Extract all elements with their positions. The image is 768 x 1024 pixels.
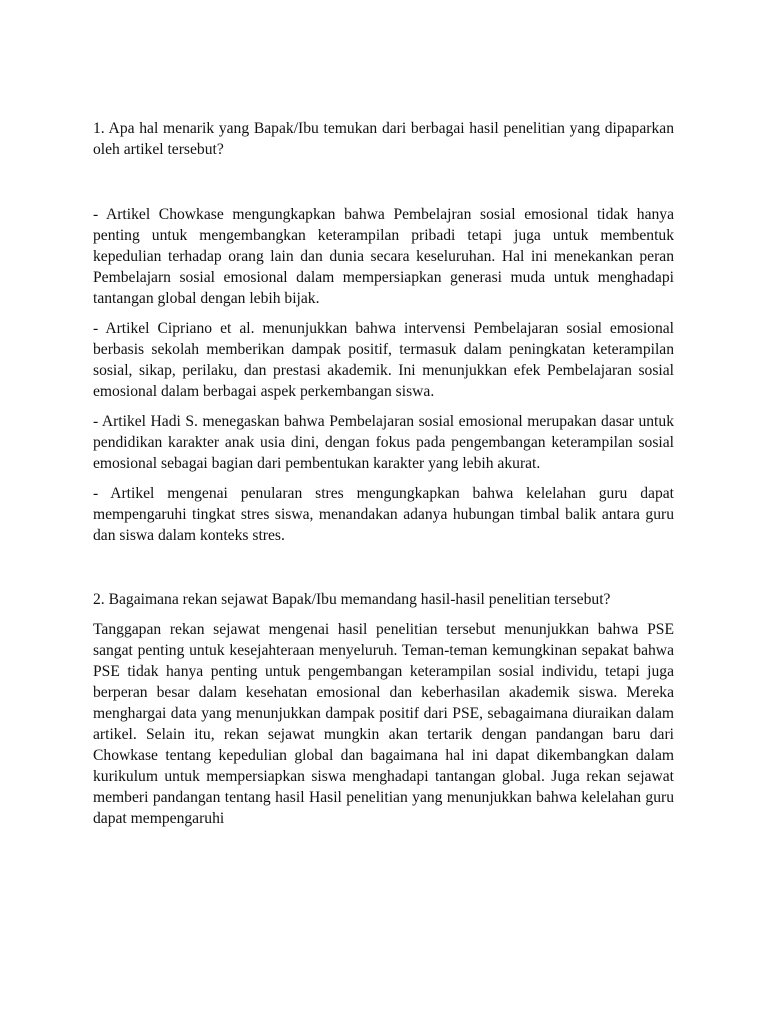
- answer-chowkase: - Artikel Chowkase mengungkapkan bahwa Pembelajran sosial emosional tidak hanya penting untuk mengembangkan keterampilan pribadi tetapi juga untuk membentuk kepedulian terhadap orang lain dan dunia secara keseluruhan. Hal ini menekankan peran Pembelajarn sosial emosional dalam mempersiapkan generasi muda untuk menghadapi tantangan global dengan lebih bijak.: [93, 206, 674, 307]
- answer-stress-contagion: - Artikel mengenai penularan stres mengungkapkan bahwa kelelahan guru dapat mempengaruhi tingkat stres siswa, menandakan adanya hubungan timbal balik antara guru dan siswa dalam konteks stres.: [93, 485, 674, 544]
- answer-peer-view: Tanggapan rekan sejawat mengenai hasil penelitian tersebut menunjukkan bahwa PSE sangat penting untuk kesejahteraan menyeluruh. Teman-teman kemungkinan sepakat bahwa PSE tidak hanya penting untuk pengembangan keterampilan sosial individu, tetapi juga berperan besar dalam kesehatan emosional dan keberhasilan akademik siswa. Mereka menghargai data yang menunjukkan dampak positif dari PSE, sebagaimana diuraikan dalam artikel. Selain itu, rekan sejawat mungkin akan tertarik dengan pandangan baru dari Chowkase tentang kepedulian global dan bagaimana hal ini dapat dikembangkan dalam kurikulum untuk mempersiapkan siswa menghadapi tantangan global. Juga rekan sejawat memberi pandangan tentang hasil Hasil penelitian yang menunjukkan bahwa kelelahan guru dapat mempengaruhi: [93, 621, 674, 827]
- question-1: 1. Apa hal menarik yang Bapak/Ibu temukan dari berbagai hasil penelitian yang dipaparkan oleh artikel tersebut?: [93, 120, 674, 158]
- answer-hadi: - Artikel Hadi S. menegaskan bahwa Pembelajaran sosial emosional merupakan dasar untuk pendidikan karakter anak usia dini, dengan fokus pada pengembangan keterampilan sosial emosional sebagai bagian dari pembentukan karakter yang lebih akurat.: [93, 413, 674, 472]
- answer-cipriano: - Artikel Cipriano et al. menunjukkan bahwa intervensi Pembelajaran sosial emosional berbasis sekolah memberikan dampak positif, termasuk dalam peningkatan keterampilan sosial, sikap, perilaku, dan prestasi akademik. Ini menunjukkan efek Pembelajaran sosial emosional dalam berbagai aspek perkembangan siswa.: [93, 320, 674, 400]
- question-2: 2. Bagaimana rekan sejawat Bapak/Ibu memandang hasil-hasil penelitian tersebut?: [93, 591, 611, 608]
- document-page: [93, 118, 674, 838]
